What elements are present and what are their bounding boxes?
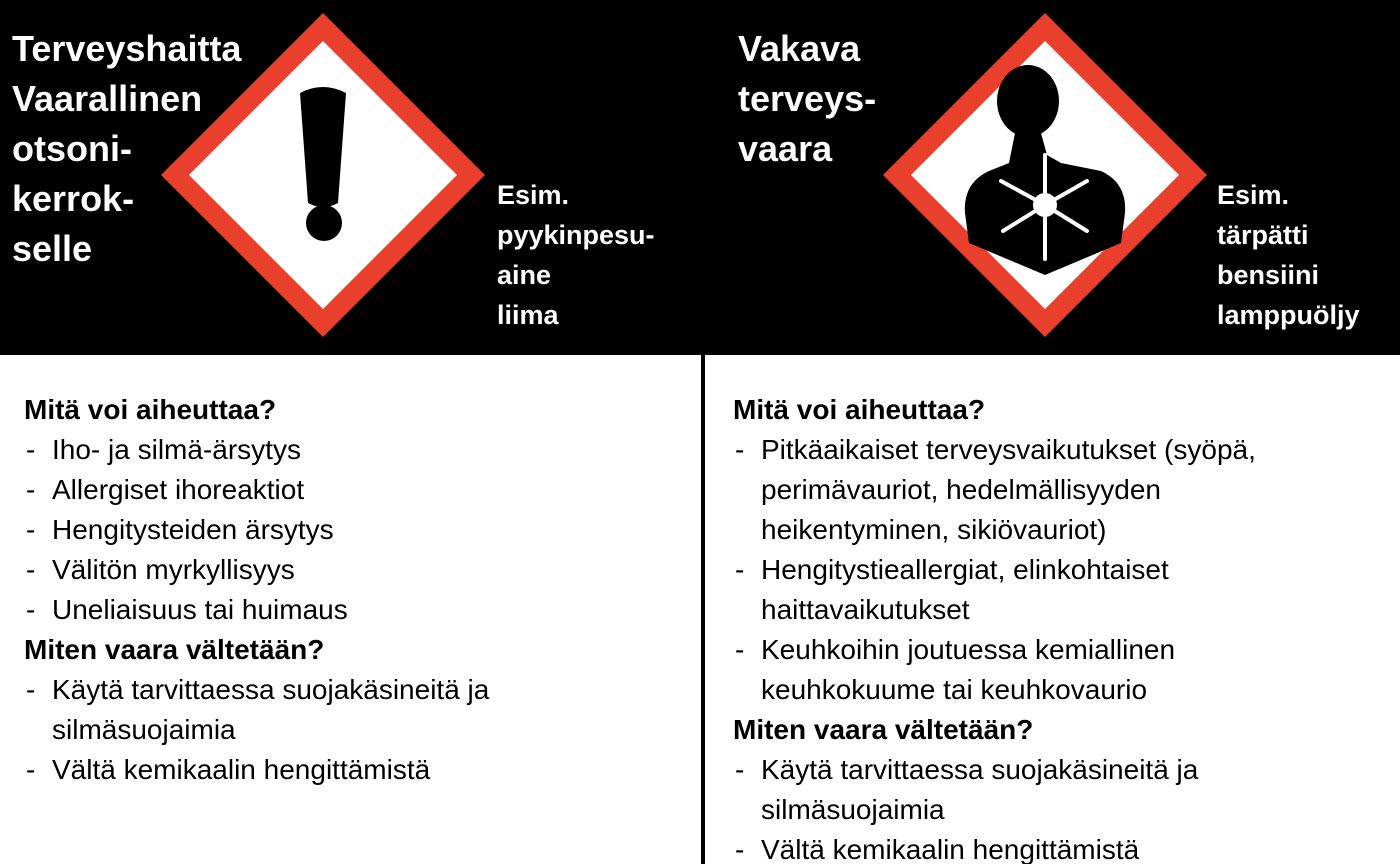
list-item: - Hengitystieallergiat, elinkohtaiset haittavaikutukset xyxy=(733,550,1233,630)
left-title-line: otsoni- xyxy=(12,128,132,169)
left-avoid-heading: Miten vaara vältetään? xyxy=(24,634,325,665)
list-item: - Keuhkoihin joutuessa kemiallinen keuhkokuume tai keuhkovaurio xyxy=(733,630,1243,710)
silhouette-head xyxy=(997,65,1059,137)
right-title-line: Vakava xyxy=(738,28,861,69)
exclamation-dot xyxy=(306,205,342,241)
health-hazard-icon xyxy=(875,5,1215,345)
left-title-line: kerrok- xyxy=(12,178,135,219)
left-example-line: Esim. xyxy=(497,180,570,210)
right-example-line: lamppuöljy xyxy=(1217,300,1360,330)
list-item: - Käytä tarvittaessa suojakäsineitä ja silmäsuojaimia xyxy=(24,670,564,750)
left-effects-list xyxy=(24,430,674,630)
list-item: - Käytä tarvittaessa suojakäsineitä ja silmäsuojaimia xyxy=(733,750,1273,830)
list-item: - Iho- ja silmä-ärsytys xyxy=(24,430,674,470)
left-example-line: liima xyxy=(497,300,559,330)
right-effects-list xyxy=(733,430,1333,710)
left-title-line: Vaarallinen xyxy=(12,78,203,119)
left-examples xyxy=(497,175,655,335)
right-title xyxy=(738,24,876,174)
right-title-line: vaara xyxy=(738,128,833,169)
right-avoid-heading: Miten vaara vältetään? xyxy=(733,714,1034,745)
column-divider xyxy=(701,0,705,864)
right-example-line: bensiini xyxy=(1217,260,1320,290)
left-title-line: selle xyxy=(12,228,93,269)
list-item: - Pitkäaikaiset terveysvaikutukset (syöpä, perimävauriot, hedelmällisyyden heikentyminen, sikiövauriot) xyxy=(733,430,1333,550)
right-info xyxy=(733,390,1383,864)
list-item: - Vältä kemikaalin hengittämistä xyxy=(24,750,564,790)
list-item: - Allergiset ihoreaktiot xyxy=(24,470,674,510)
right-example-line: Esim. xyxy=(1217,180,1290,210)
left-effects-heading: Mitä voi aiheuttaa? xyxy=(24,394,277,425)
starburst-center xyxy=(1033,193,1057,217)
right-effects-heading: Mitä voi aiheuttaa? xyxy=(733,394,986,425)
left-example-line: pyykinpesu- xyxy=(497,220,655,250)
list-item: - Hengitysteiden ärsytys xyxy=(24,510,674,550)
right-avoid-list xyxy=(733,750,1273,864)
left-example-line: aine xyxy=(497,260,552,290)
right-example-line: tärpätti xyxy=(1217,220,1309,250)
left-title-line: Terveyshaitta xyxy=(12,28,242,69)
list-item: - Vältä kemikaalin hengittämistä xyxy=(733,830,1273,864)
list-item: - Välitön myrkyllisyys xyxy=(24,550,674,590)
left-avoid-list xyxy=(24,670,564,790)
right-examples xyxy=(1217,175,1360,335)
list-item: - Uneliaisuus tai huimaus xyxy=(24,590,674,630)
right-title-line: terveys- xyxy=(738,78,877,119)
exclamation-mark-icon xyxy=(153,5,493,345)
left-info xyxy=(24,390,674,790)
